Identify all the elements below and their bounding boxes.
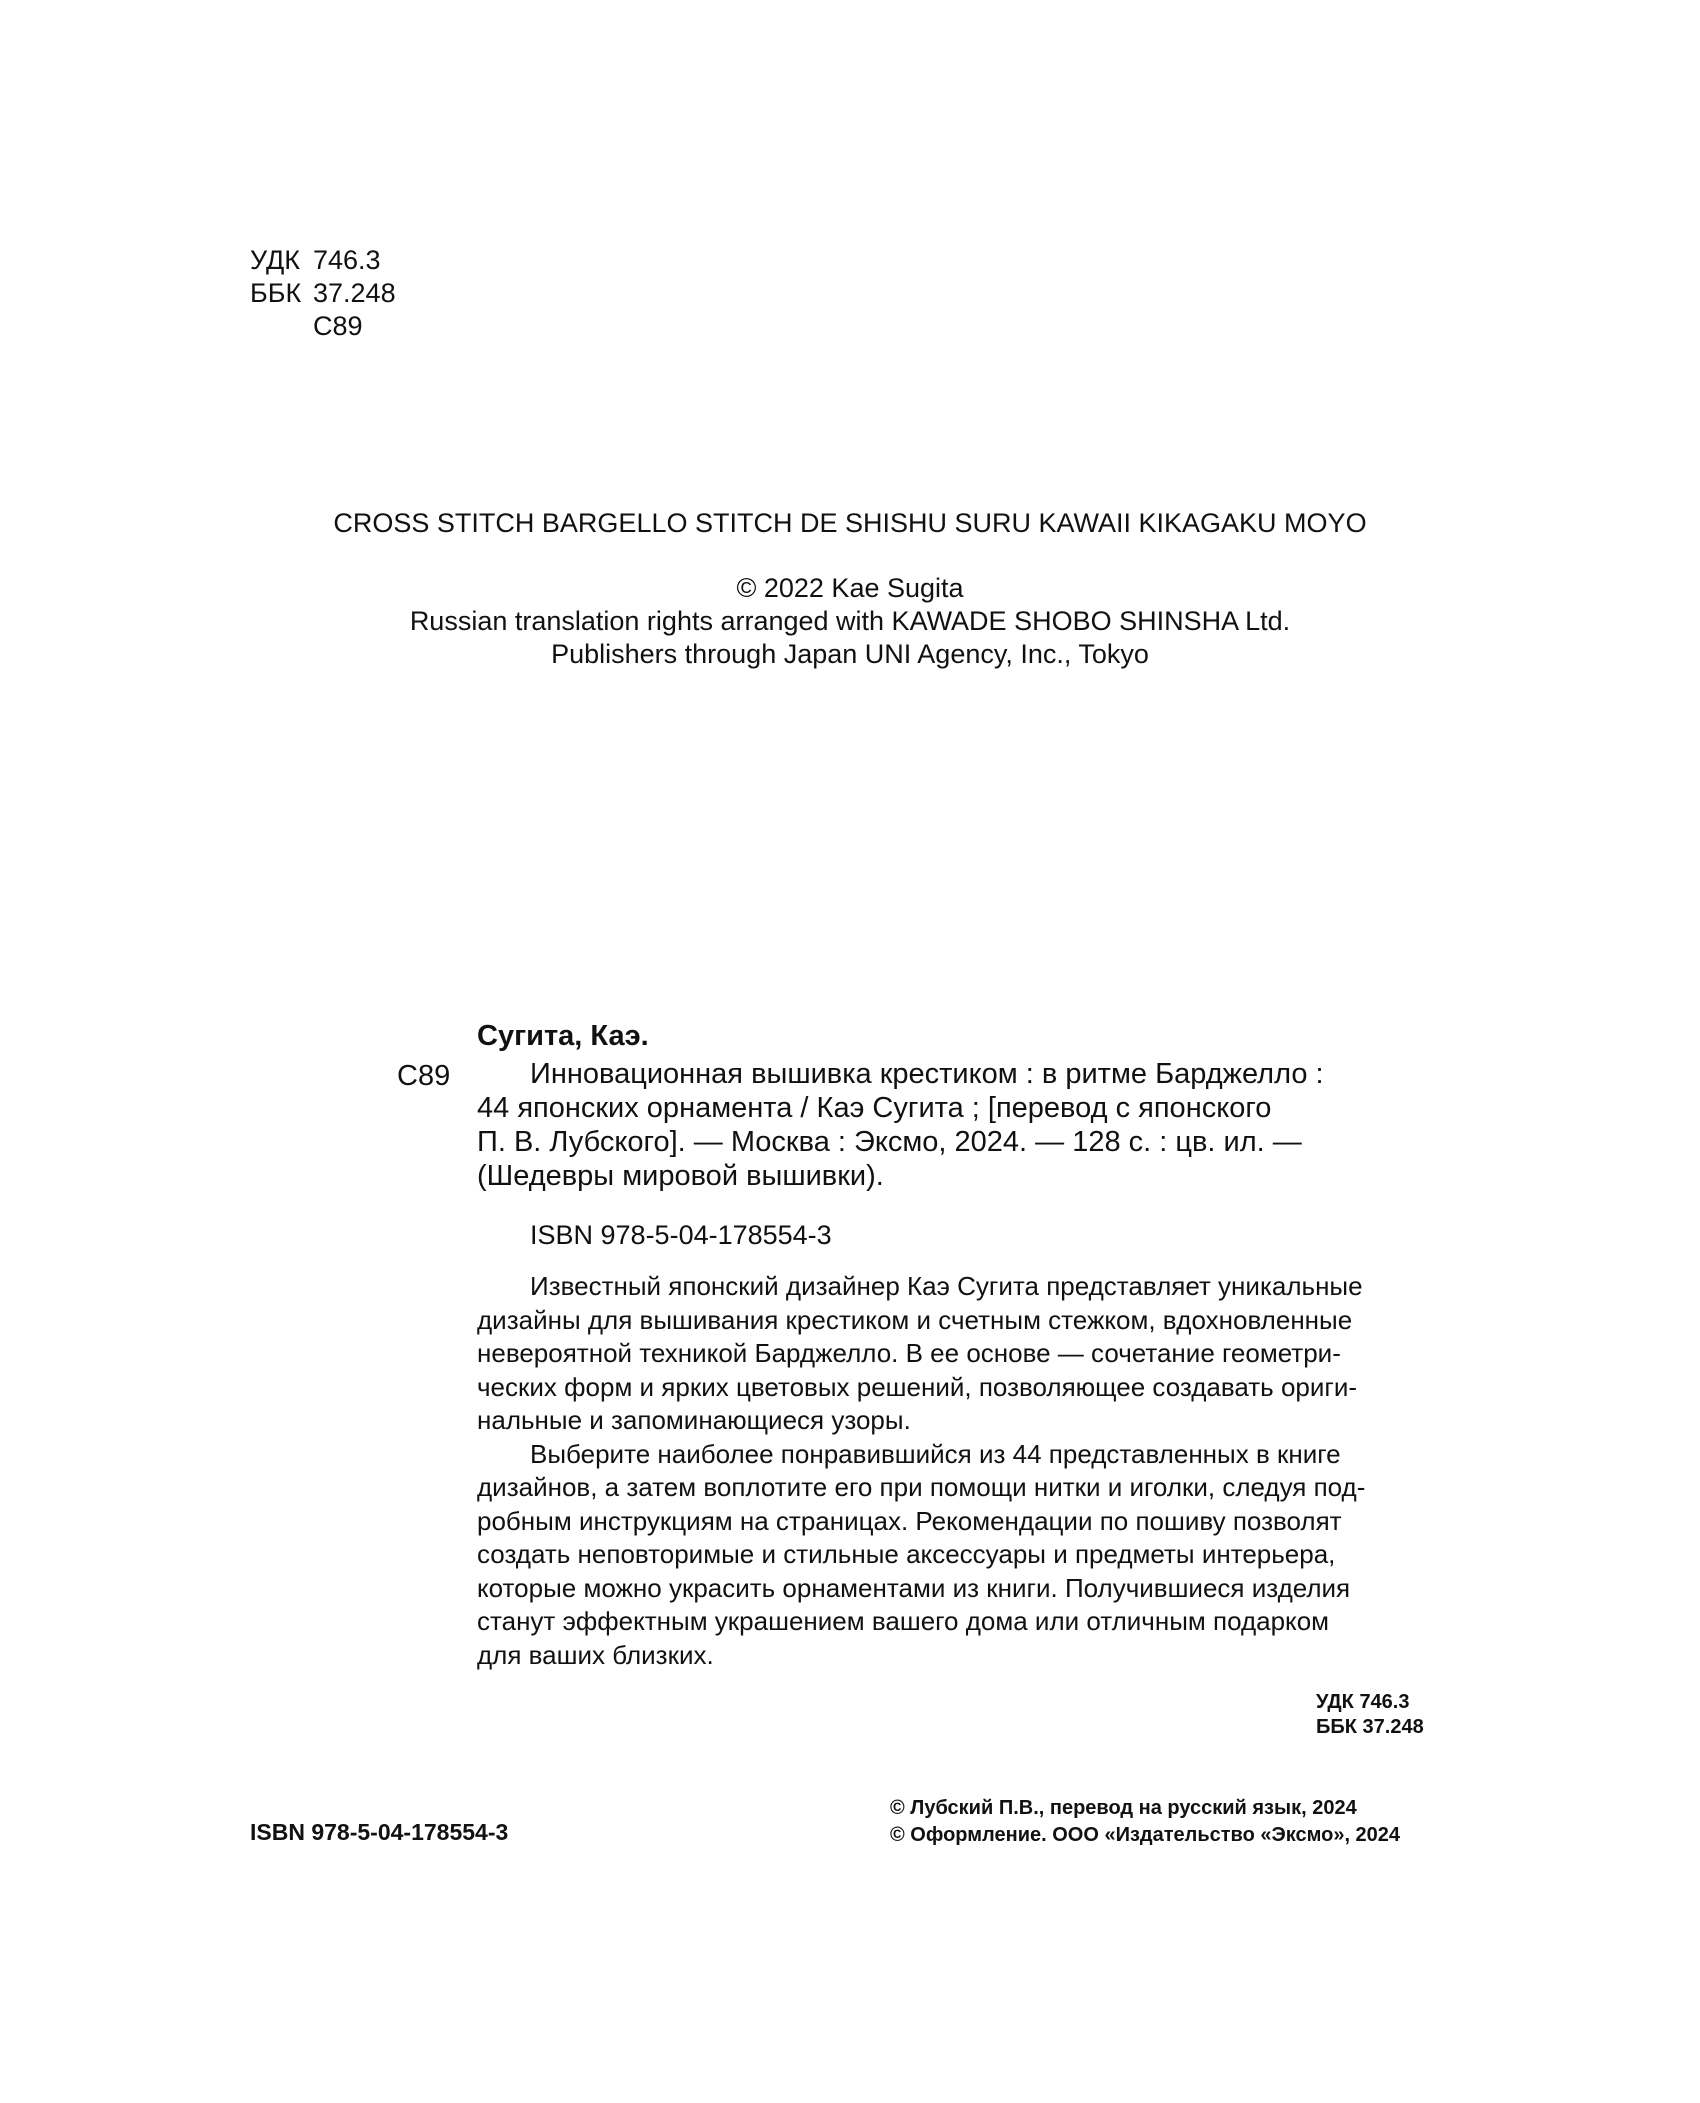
copyright-block [0, 572, 1700, 671]
annotation-line: ческих форм и ярких цветовых решений, позволяющее создавать ориги- [477, 1371, 1358, 1402]
annotation-line: дизайнов, а затем воплотите его при помощи нитки и иголки, следуя под- [477, 1472, 1366, 1502]
catalog-line: Инновационная вышивка крестиком : в ритме Барджелло : [530, 1058, 1324, 1090]
classification-block [250, 244, 396, 343]
catalog-isbn: ISBN 978-5-04-178554-3 [530, 1220, 832, 1250]
bbk-value: 37.248 [313, 278, 396, 308]
udk-row [250, 244, 396, 277]
catalog-description [477, 1057, 1417, 1193]
annotation-line: станут эффектным украшением вашего дома или отличным подарком [477, 1606, 1330, 1636]
annotation-line: дизайны для вышивания крестиком и счетным стежком, вдохновленные [477, 1304, 1353, 1335]
bottom-isbn: ISBN 978-5-04-178554-3 [250, 1819, 509, 1845]
catalog-code: С89 [397, 1060, 451, 1092]
annotation-line: которые можно украсить орнаментами из книги. Получившиеся изделия [477, 1572, 1351, 1603]
annotation-line: нальные и запоминающиеся узоры. [477, 1405, 911, 1435]
annotation-line: создать неповторимые и стильные аксессуары и предметы интерьера, [477, 1539, 1336, 1569]
bottom-copyrights [890, 1795, 1400, 1849]
catalog-line: 44 японских орнамента / Каэ Сугита ; [перевод с японского [477, 1092, 1272, 1124]
copyright-line-2: Russian translation rights arranged with KAWADE SHOBO SHINSHA Ltd. [409, 606, 1291, 636]
annotation-line: Выберите наиболее понравившийся из 44 представленных в книге [530, 1438, 1341, 1469]
udk-value: 746.3 [313, 245, 381, 275]
copyright-line-3: Publishers through Japan UNI Agency, Inc., Tokyo [551, 639, 1149, 669]
author-mark: С89 [313, 311, 363, 341]
bottom-codes [1316, 1690, 1424, 1740]
annotation [477, 1270, 1457, 1672]
bbk-row [250, 277, 396, 310]
bottom-udk: УДК 746.3 [1316, 1691, 1410, 1713]
annotation-line: робным инструкциям на страницах. Рекомендации по пошиву позволят [477, 1505, 1342, 1536]
annotation-line: невероятной техникой Барджелло. В ее основе — сочетание геометри- [477, 1338, 1341, 1368]
design-copyright: © Оформление. ООО «Издательство «Эксмо», 2024 [890, 1824, 1401, 1846]
translation-copyright: © Лубский П.В., перевод на русский язык, 2024 [890, 1797, 1357, 1819]
bottom-bbk: ББК 37.248 [1316, 1716, 1424, 1738]
catalog-line: (Шедевры мировой вышивки). [477, 1160, 884, 1192]
catalog-author: Сугита, Каэ. [477, 1020, 649, 1052]
original-title: CROSS STITCH BARGELLO STITCH DE SHISHU SURU KAWAII KIKAGAKU MOYO [333, 508, 1367, 538]
annotation-line: для ваших близких. [477, 1639, 714, 1670]
copyright-line-1: © 2022 Kae Sugita [736, 573, 964, 603]
udk-label: УДК [250, 245, 300, 275]
author-mark-row [250, 310, 396, 343]
catalog-line: П. В. Лубского]. — Москва : Эксмо, 2024. — 128 с. : цв. ил. — [477, 1126, 1302, 1158]
annotation-line: Известный японский дизайнер Каэ Сугита представляет уникальные [530, 1271, 1363, 1301]
bbk-label: ББК [250, 278, 302, 308]
